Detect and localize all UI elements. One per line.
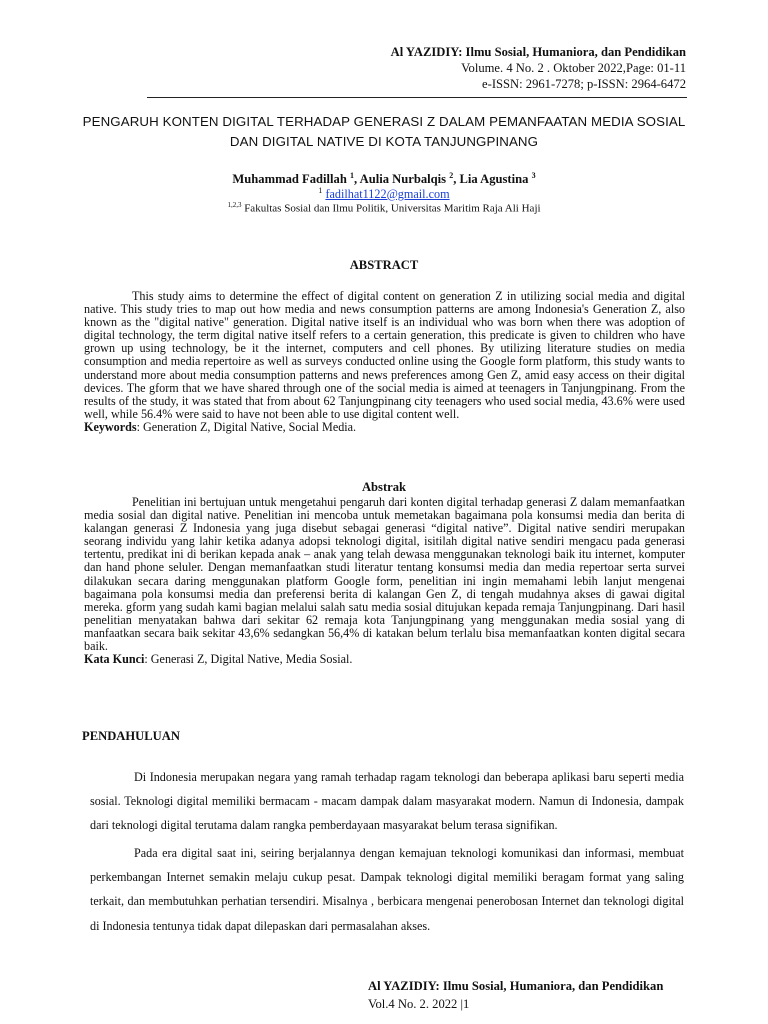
abstract-heading: ABSTRACT	[349, 258, 419, 272]
author-email-link[interactable]: fadilhat1122@gmail.com	[325, 187, 450, 202]
author-sup: 1	[349, 171, 354, 180]
author-list: Muhammad Fadillah $^1$, Aulia Nurbalqis $^2$, Lia Agustina $^3$	[232, 171, 536, 187]
author-sup: 2	[449, 171, 454, 180]
keywords-text: : Generation Z, Digital Native, Social Media.	[136, 419, 357, 434]
kata-kunci-text: : Generasi Z, Digital Native, Media Sosial.	[144, 652, 353, 667]
title-line-2: DAN DIGITAL NATIVE DI KOTA TANJUNGPINANG	[229, 133, 539, 149]
paragraph-text: Pada era digital saat ini, seiring berjalannya dengan kemajuan teknologi komunikasi dan informasi, membuat perkembangan Internet semakin melaju cukup pesat. Dampak teknologi digital memiliki beragam format yang saling terkait, dan membutuhkan perhatian tersendiri. Misalnya , berbicara mengenai penerobosan Internet dan teknologi digital di Indonesia tentunya tidak dapat dilepaskan dari permasalahan akses.	[90, 846, 684, 933]
keywords-label: Keywords	[84, 419, 137, 434]
abstract-id-text: Penelitian ini bertujuan untuk mengetahui pengaruh dari konten digital terhadap generasi Z dalam memanfaatkan media sosial dan digital native. Penelitian ini mencoba untuk memetakan bagaimana pola konsumsi media dan berita di kalangan generasi Z Indonesia yang juga disebut sebagai generasi “digital native”. Digital native sendiri merupakan seorang individu yang lahir ketika adanya adopsi teknologi digital, isitilah digital native sendiri mengacu pada generasi tertentu, predikat ini di berikan kepada anak – anak yang telah dewasa menggunakan teknologi baik itu internet, komputer dan hand phone seluler. Dengan memanfaatkan studi literatur tentang konsumsi media dan media repertoar serta survei dilakukan secara daring menggunakan platform Google form, penelitian ini ingin memahami lebih lanjut mengenai bagaimana pola konsumsi media dan preferensi berita di kalangan Gen Z, di tengah mudahnya akses di gawai digital mereka. gform yang sudah kami bagian melalui salah satu media sosial ditujukan kepada remaja Tanjungpinang. Dari hasil penelitian menyatakan bahwa dari sekitar 62 remaja kota Tanjungpinang yang menggunakan media sosial yang di manfaatkan secara baik sekitar 43,6% sedangkan 56,4% di katakan belum terlalu bisa memanfaatkan konten digital secara baik.	[84, 495, 685, 654]
author-name: Lia Agustina	[459, 172, 529, 187]
kata-kunci-label: Kata Kunci	[84, 652, 145, 667]
page-footer	[368, 977, 663, 1013]
abstract-en-block	[84, 290, 685, 434]
affiliation-sup: 1,2,3	[227, 201, 242, 209]
author-email-line	[0, 186, 768, 202]
footer-page-line: Vol.4 No. 2. 2022 |1	[368, 997, 470, 1011]
author-name: Muhammad Fadillah	[232, 172, 347, 187]
header-divider	[147, 97, 687, 98]
journal-name: Al YAZIDIY: Ilmu Sosial, Humaniora, dan Pendidikan	[390, 45, 686, 59]
kata-kunci-line	[84, 653, 685, 666]
title-line-1: PENGARUH KONTEN DIGITAL TERHADAP GENERASI Z DALAM PEMANFAATAN MEDIA SOSIAL	[82, 114, 686, 129]
volume-line: Volume. 4 No. 2 . Oktober 2022,Page: 01-11	[461, 61, 686, 75]
keywords-line	[84, 421, 685, 434]
footer-journal-name: Al YAZIDIY: Ilmu Sosial, Humaniora, dan Pendidikan	[368, 979, 664, 993]
affiliation-text: Fakultas Sosial dan Ilmu Politik, Universitas Maritim Raja Ali Haji	[244, 202, 541, 215]
abstrak-heading: Abstrak	[361, 480, 407, 494]
author-affiliation	[0, 201, 768, 215]
section-heading-pendahuluan: PENDAHULUAN	[82, 729, 180, 743]
author-sup: 3	[531, 171, 536, 180]
paper-title	[60, 112, 708, 151]
paragraph-text: Di Indonesia merupakan negara yang ramah terhadap ragam teknologi dan beberapa aplikasi baru seperti media sosial. Teknologi digital memiliki bermacam - macam dampak dalam masyarakat modern. Namun di Indonesia, dampak dari teknologi digital terutama dalam rangka pemberdayaan masyarakat belum terasa signifikan.	[90, 770, 684, 833]
body-paragraph-1	[90, 765, 684, 838]
abstract-en-text: This study aims to determine the effect of digital content on generation Z in utilizing social media and digital native. This study tries to map out how media and news consumption patterns are among Indonesia's Generation Z, also known as the "digital native" generation. Digital native itself is an individual who was born when there was adoption of digital technology, the term digital native itself refers to a certain generation, this predicate is given to children who have grown up using technology, be it the internet, computers and cell phones. By utilizing literature studies on media consumption and media repertoire as well as surveys conducted online using the Google form platform, this study wants to understand more about media consumption patterns and news preferences among Gen Z, amid easy access on their digital devices. The gform that we have shared through one of the social media is aimed at teenagers in Tanjungpinang. From the results of the study, it was stated that from about 62 Tanjungpinang city teenagers who used social media, 43.6% were used well, while 56.4% were said to have not been able to use digital content well.	[84, 289, 685, 421]
abstract-id-block	[84, 496, 685, 666]
body-paragraph-2	[90, 841, 684, 938]
author-name: Aulia Nurbalqis	[359, 172, 447, 187]
email-sup: 1	[318, 186, 323, 195]
journal-header	[391, 44, 686, 92]
issn-line: e-ISSN: 2961-7278; p-ISSN: 2964-6472	[482, 77, 686, 91]
